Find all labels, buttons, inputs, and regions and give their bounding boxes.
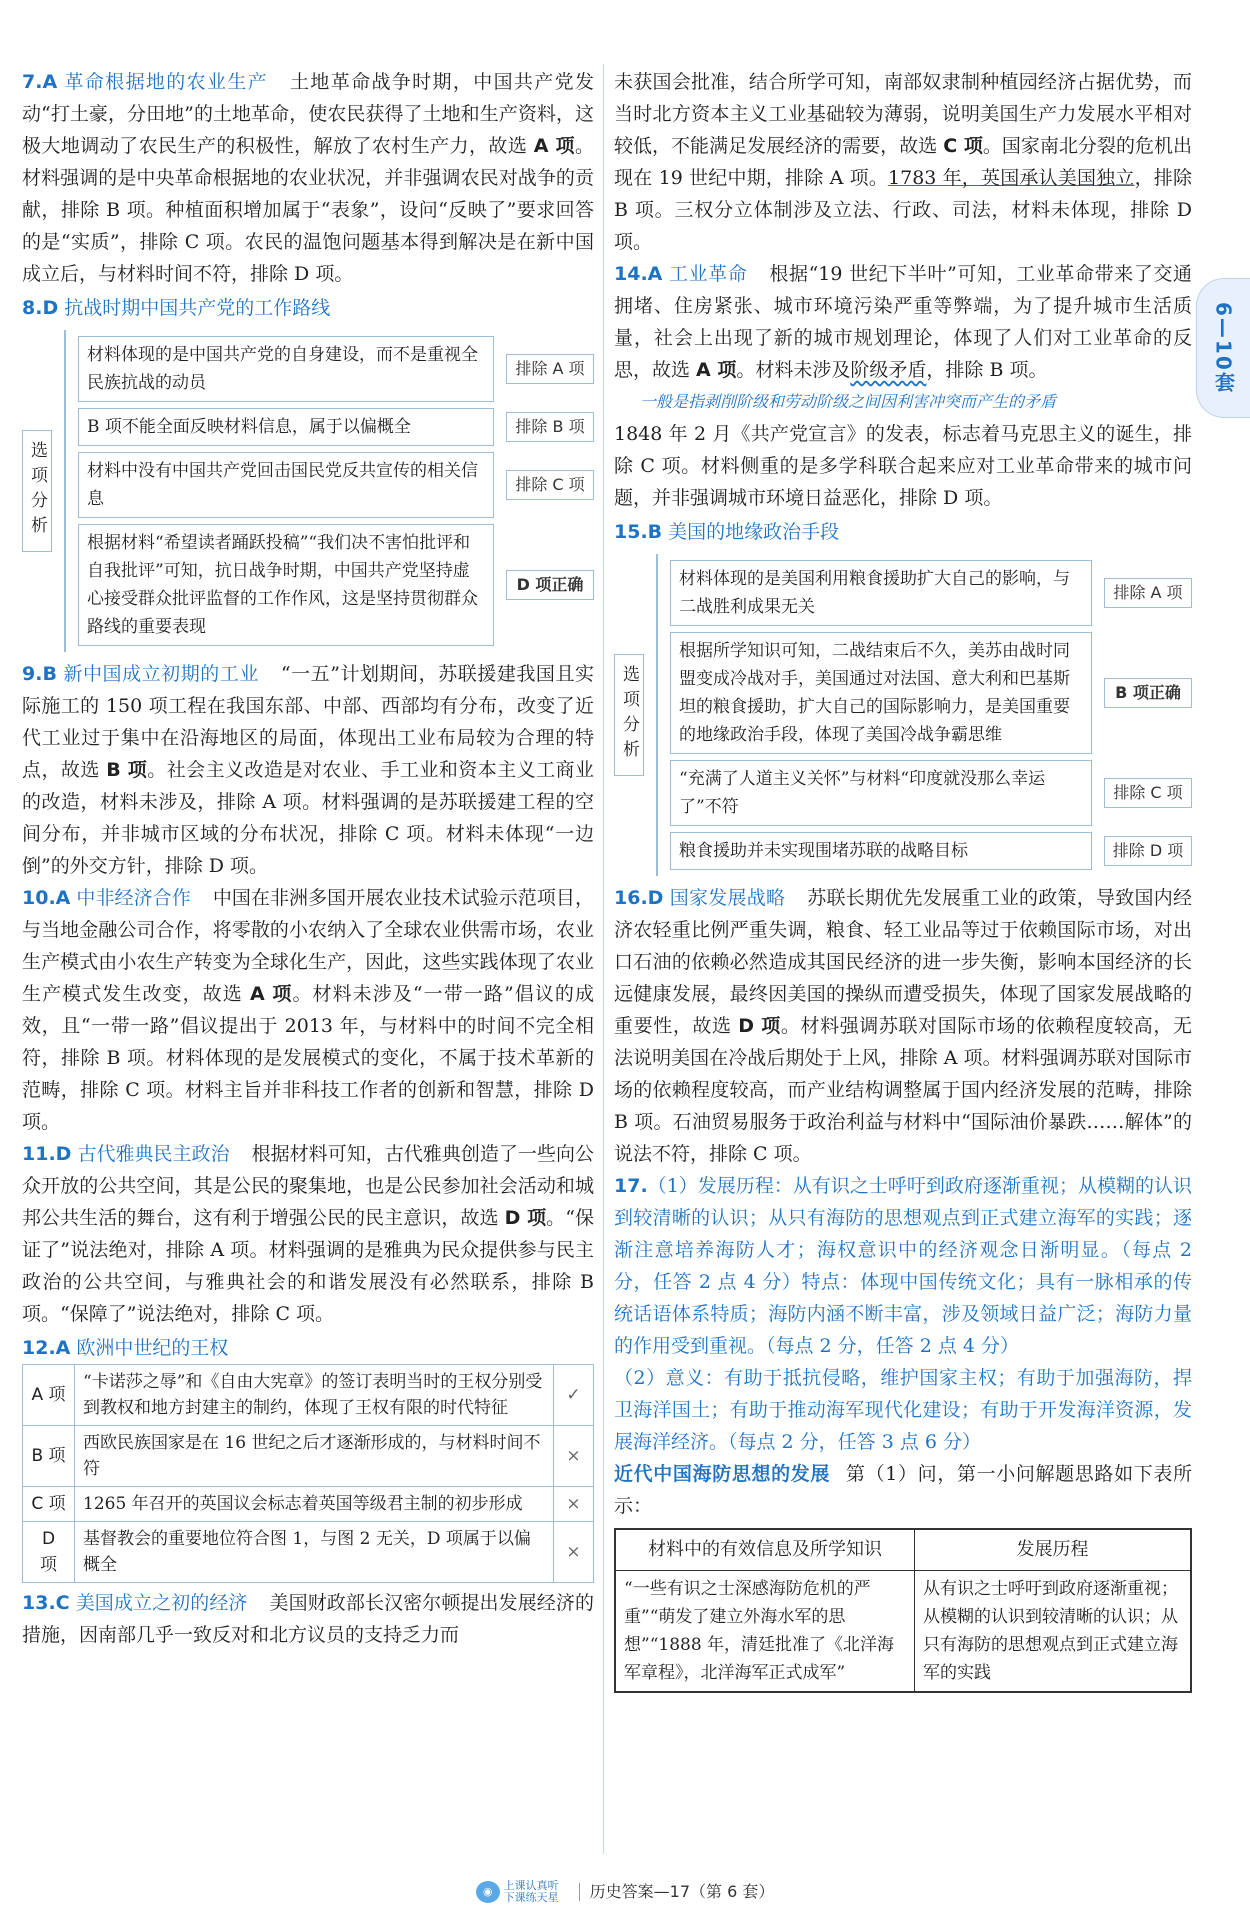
option-row [670,760,1192,826]
option-analysis-label: 选项分析 [614,654,644,776]
annotation-note: 一般是指剥削阶级和劳动阶级之间因利害冲突而产生的矛盾 [640,392,1057,411]
answer-text: 阶级矛盾 [850,359,927,381]
option-verdict: B 项正确 [1104,678,1192,708]
table-cell: “一些有识之士深感海防危机的严重”“萌发了建立外海水军的思想”“1888 年，清廷批准了《北洋海军章程》，北洋海军正式成军” [615,1571,915,1693]
answer-text: 。材料未涉及 [736,359,851,381]
table-cell: 从有识之士呼吁到政府逐渐重视；从模糊的认识到较清晰的认识；从只有海防的思想观点到正式建立海军的实践 [915,1571,1191,1693]
option-reason: 材料体现的是中国共产党的自身建设，而不是重视全民族抗战的动员 [78,336,494,402]
question-number: 9.B [22,663,57,685]
right-column [614,66,1192,1693]
brand-logo [476,1880,559,1904]
logo-slogan-top: 上课认真听 [503,1879,559,1892]
table-row [23,1487,594,1522]
option-reason: 基督教会的重要地位符合图 1，与图 2 无关，D 项属于以偏概全 [75,1522,554,1583]
analysis-table [614,1528,1192,1693]
option-reason: 材料中没有中国共产党回击国民党反共宣传的相关信息 [78,452,494,518]
question-15-head [614,516,1192,548]
question-9 [22,658,594,882]
answer-text: 未获国会批准，结合所学可知，南部奴隶制种植园经济占据优势，而当时北方资本主义工业基础较为薄弱，说明美国生产力发展水平相对较低，不能满足发展经济的需要，故选 [614,71,1192,157]
question-topic: 新中国成立初期的工业 [62,663,259,685]
owl-icon: ◉ [476,1881,500,1903]
question-answer [614,71,1192,253]
question-answer [22,663,594,877]
question-answer [22,1143,594,1325]
answer-choice: A 项 [249,983,293,1005]
question-17-analysis [614,1458,1192,1522]
question-number: 15.B [614,521,663,543]
question-14-continued [614,418,1192,514]
answer-text: 根据“19 世纪下半叶”可知，工业革命带来了交通拥堵、住房紧张、城市环境污染严重等弊端，为了提升城市生活质量，社会上出现了新的城市规划理论，体现了人们对工业革命的反思，故选 [614,263,1192,381]
option-key: B 项 [23,1426,75,1487]
column-divider [603,64,604,1854]
answer-text: 1848 年 2 月《共产党宣言》的发表，标志着马克思主义的诞生，排除 C 项。材料侧重的是多学科联合起来应对工业革命带来的城市问题，并非强调城市环境日益恶化，排除 D 项。 [614,423,1192,509]
question-answer: （1）发展历程：从有识之士呼吁到政府逐渐重视；从模糊的认识到较清晰的认识；从只有海防的思想观点到正式建立海军的实践；逐渐注意培养海防人才；海权意识中的经济观念日渐明显。（每点 2 分，任答 2 点 4 分）特点：体现中国传统文化；具有一脉相承的传统话语体系特质；海防内涵不断丰富，涉及领域日益广泛；海防力量的作用受到重视。（每点 2 分，任答 2 点 4 分） [614,1175,1192,1357]
analysis-text: 第（1）问，第一小问解题思路如下表所示： [614,1463,1192,1517]
question-topic: 抗战时期中国共产党的工作路线 [64,297,331,319]
question-number: 16.D [614,887,664,909]
option-verdict: 排除 B 项 [506,412,594,442]
option-reason: 根据材料“希望读者踊跃投稿”“我们决不害怕批评和自我批评”可知，抗日战争时期，中国共产党坚持虚心接受群众批评监督的工作作风，这是坚持贯彻群众路线的重要表现 [78,524,494,646]
question-10 [22,882,594,1138]
footer-separator [579,1883,580,1901]
question-answer [22,887,594,1133]
table-row [615,1571,1191,1693]
table-row [23,1365,594,1426]
option-row [78,336,594,402]
answer-choice: D 项 [504,1207,547,1229]
answer-text: 根据材料可知，古代雅典创造了一些向公众开放的公共空间，其是公民的聚集地，也是公民参加社会活动和城邦公共生活的舞台，这有利于增强公民的民主意识，故选 [22,1143,594,1229]
question-topic: 中非经济合作 [76,887,191,909]
answer-text: 1783 年，英国承认美国独立 [888,167,1135,189]
option-verdict: 排除 C 项 [506,470,594,500]
question-answer [614,887,1192,1165]
option-reason: 1265 年召开的英国议会标志着英国等级君主制的初步形成 [75,1487,554,1522]
question-number: 14.A [614,263,663,285]
answer-text: “一五”计划期间，苏联援建我国且实际施工的 150 项工程在我国东部、中部、西部均有分布，改变了近代工业过于集中在沿海地区的局面，体现出工业布局较为合理的特点，故选 [22,663,594,781]
answer-choice: D 项 [738,1015,781,1037]
question-7 [22,66,594,290]
question-topic: 美国的地缘政治手段 [668,521,840,543]
question-8-head [22,292,594,324]
option-row [78,524,594,646]
question-13-continued [614,66,1192,258]
question-answer [614,423,1192,509]
analysis-title: 近代中国海防思想的发展 [614,1463,831,1485]
answer-text: 。材料未涉及“一带一路”倡议的成效，且“一带一路”倡议提出于 2013 年，与材料中的时间不完全相符，排除 B 项。材料体现的是发展模式的变化，不属于技术革新的范畴，排除 C 项。材料主旨并非科技工作者的创新和智慧，排除 D 项。 [22,983,594,1133]
answer-choice: A 项 [533,135,575,157]
answer-text: 。材料强调的是中央革命根据地的农业状况，并非强调农民对战争的贡献，排除 B 项。种植面积增加属于“表象”，设问“反映了”要求回答的是“实质”，排除 C 项。农民的温饱问题基本得到解决是在新中国成立后，与材料时间不符，排除 D 项。 [22,135,594,285]
option-rows [656,554,1192,876]
answer-text: 。社会主义改造是对农业、手工业和资本主义工商业的改造，材料未涉及，排除 A 项。材料强调的是苏联援建工程的空间分布，并非城市区域的分布状况，排除 C 项。材料未体现“一边倒”的外交方针，排除 D 项。 [22,759,594,877]
table-header: 发展历程 [915,1529,1191,1571]
answer-choice: B 项 [106,759,148,781]
question-number: 17. [614,1175,648,1197]
option-reason: “充满了人道主义关怀”与材料“印度就没那么幸运了”不符 [670,760,1092,826]
table-row [23,1426,594,1487]
option-reason: 材料体现的是美国利用粮食援助扩大自己的影响，与二战胜利成果无关 [670,560,1092,626]
question-topic: 国家发展战略 [669,887,786,909]
option-verdict: 排除 A 项 [506,354,594,384]
question-topic: 欧洲中世纪的王权 [76,1337,229,1359]
question-number: 12.A [22,1337,71,1359]
answer-text: 中国在非洲多国开展农业技术试验示范项目，与当地金融公司合作，将零散的小农纳入了全球农业供需市场，农业生产模式由小农生产转变为全球化生产，因此，这些实践体现了农业生产模式发生改变，故选 [22,887,594,1005]
option-rows [64,330,594,652]
option-table [22,1364,594,1583]
option-row [670,632,1192,754]
option-verdict: D 项正确 [506,570,594,600]
answer-text: 。“保证了”说法绝对，排除 A 项。材料强调的是雅典为民众提供参与民主政治的公共空间，与雅典社会的和谐发展没有必然联系，排除 B 项。“保障了”说法绝对，排除 C 项。 [22,1207,594,1325]
question-topic: 古代雅典民主政治 [77,1143,230,1165]
question-number: 13.C [22,1592,70,1614]
question-answer [22,71,594,285]
question-12-head [22,1332,594,1364]
question-topic: 美国成立之初的经济 [75,1592,248,1614]
question-17-part-1 [614,1170,1192,1362]
option-row [670,832,1192,870]
option-reason: 西欧民族国家是在 16 世纪之后才逐渐形成的，与材料时间不符 [75,1426,554,1487]
table-row [23,1522,594,1583]
page-number: 历史答案—17（第 6 套） [589,1882,775,1901]
answer-choice: A 项 [696,359,737,381]
answer-text: 苏联长期优先发展重工业的政策，导致国内经济农轻重比例严重失调，粮食、轻工业品等过于依赖国际市场，对出口石油的依赖必然造成其国民经济的进一步失衡，影响本国经济的长远健康发展，最终因美国的操纵而遭受损失，体现了国家发展战略的重要性，故选 [614,887,1192,1037]
option-verdict: 排除 C 项 [1104,778,1192,808]
answer-text: ，排除 B 项。三权分立体制涉及立法、行政、司法，材料未体现，排除 D 项。 [614,167,1192,253]
question-number: 8.D [22,297,59,319]
answer-choice: C 项 [943,135,983,157]
option-key: A 项 [23,1365,75,1426]
chapter-tab-label: 6—10套 [1211,302,1236,394]
option-key: D 项 [23,1522,75,1583]
chapter-side-tab [1196,278,1250,418]
question-13 [22,1587,594,1651]
question-16 [614,882,1192,1170]
question-topic: 革命根据地的农业生产 [63,71,269,93]
option-reason: B 项不能全面反映材料信息，属于以偏概全 [78,408,494,446]
left-column [22,66,594,1651]
option-reason: 根据所学知识可知，二战结束后不久，美苏由战时同盟变成冷战对手，美国通过对法国、意大利和巴基斯坦的粮食援助，扩大自己的国际影响力，是美国重要的地缘政治手段，体现了美国冷战争霸思维 [670,632,1092,754]
option-key: C 项 [23,1487,75,1522]
question-11 [22,1138,594,1330]
answer-text: 。材料强调苏联对国际市场的依赖程度较高，无法说明美国在冷战后期处于上风，排除 A 项。材料强调苏联对国际市场的依赖程度较高，而产业结构调整属于国内经济发展的范畴，排除 B 项。石油贸易服务于政治利益与材料中“国际油价暴跌……解体”的说法不符，排除 C 项。 [614,1015,1192,1165]
table-header: 材料中的有效信息及所学知识 [615,1529,915,1571]
answer-text: 美国财政部长汉密尔顿提出发展经济的措施，因南部几乎一致反对和北方议员的支持乏力而 [22,1592,594,1646]
page-footer [0,1876,1250,1906]
question-17-part-2: （2）意义：有助于抵抗侵略，维护国家主权；有助于加强海防，捍卫海洋国土；有助于推动海军现代化建设；有助于开发海洋资源，发展海洋经济。（每点 2 分，任答 3 点 6 分） [614,1367,1192,1453]
answer-text: 。国家南北分裂的危机出现在 19 世纪中期，排除 A 项。 [614,135,1192,189]
option-analysis-box [614,554,1192,876]
option-row [670,560,1192,626]
option-analysis-box [22,330,594,652]
option-reason: “卡诺莎之辱”和《自由大宪章》的签订表明当时的王权分别受到教权和地方封建主的制约，体现了王权有限的时代特征 [75,1365,554,1426]
option-mark: × [554,1426,594,1487]
logo-slogan-bottom: 下课练天星 [503,1891,559,1904]
answer-text: ，排除 B 项。 [926,359,1048,381]
option-row [78,408,594,446]
question-14 [614,258,1192,386]
option-mark: × [554,1487,594,1522]
question-number: 11.D [22,1143,72,1165]
question-number: 7.A [22,71,58,93]
option-verdict: 排除 D 项 [1104,836,1192,866]
option-analysis-label: 选项分析 [22,430,52,552]
option-reason: 粮食援助并未实现围堵苏联的战略目标 [670,832,1092,870]
option-mark: × [554,1522,594,1583]
answer-text: 土地革命战争时期，中国共产党发动“打土豪，分田地”的土地革命，使农民获得了土地和生产资料，这极大地调动了农民生产的积极性，解放了农村生产力，故选 [22,71,594,157]
option-mark: ✓ [554,1365,594,1426]
question-number: 10.A [22,887,71,909]
question-topic: 工业革命 [668,263,748,285]
option-verdict: 排除 A 项 [1104,578,1192,608]
option-row [78,452,594,518]
